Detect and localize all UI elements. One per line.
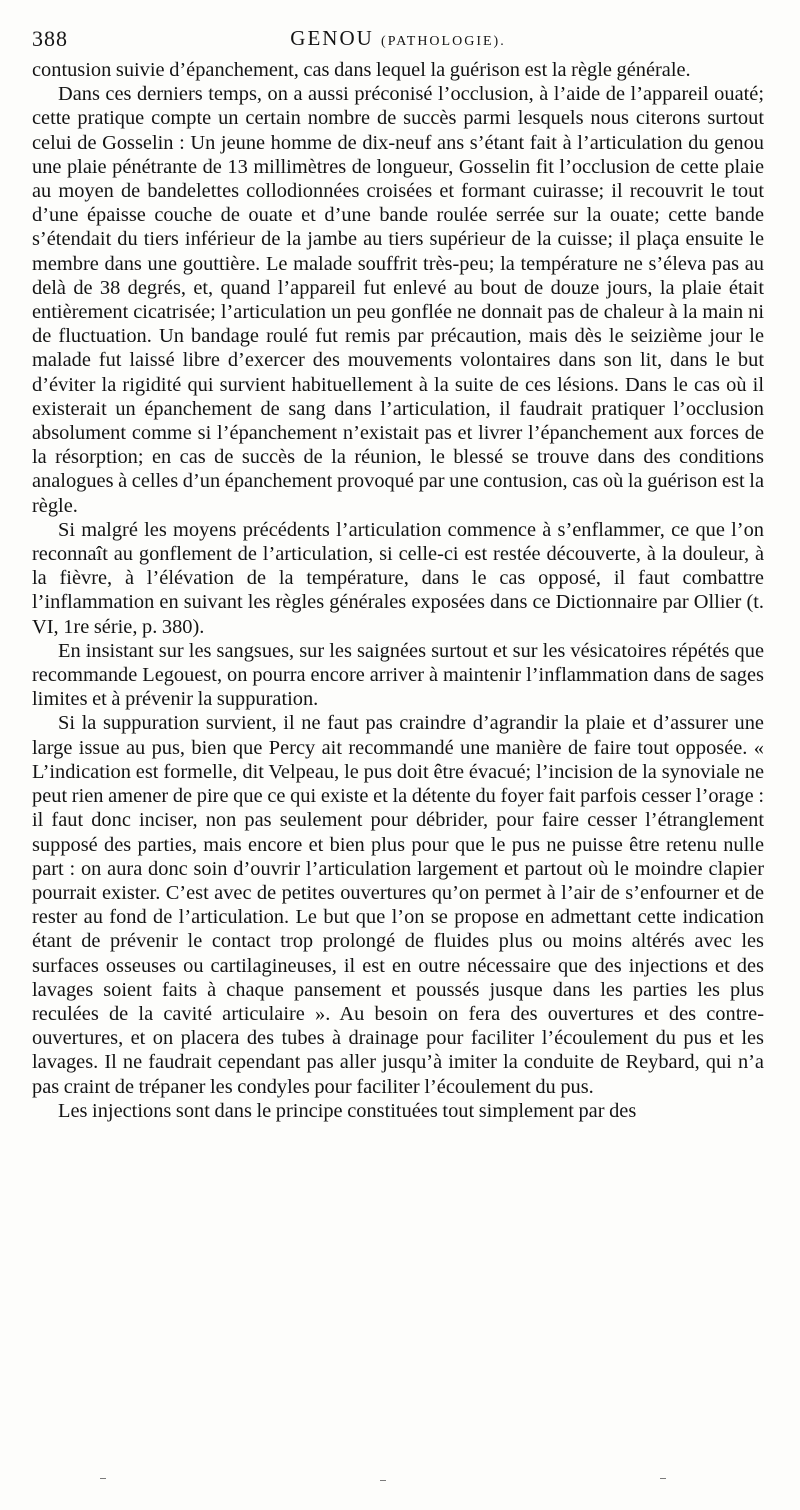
running-title-sub: (PATHOLOGIE). (381, 34, 506, 49)
scan-speck (100, 1478, 106, 1479)
scan-speck (660, 1478, 666, 1479)
running-title (32, 26, 764, 51)
paragraph-5: Si la suppuration survient, il ne faut pas craindre d’agrandir la plaie et d’assurer une large issue au pus, bien que Percy ait recommandé une manière de faire tout opposée. « L’indication est formelle, dit Velpeau, le pus doit être évacué; l’incision de la synoviale ne peut rien amener de pire que ce qui existe et la détente du foyer fait parfois cesser l’orage : il faut donc inciser, non pas seulement pour débrider, pour faire cesser l’étranglement supposé des parties, mais encore et bien plus pour que le pus ne puisse être retenu nulle part : on aura donc soin d’ouvrir l’articulation largement et partout où le moindre clapier pourrait exister. C’est avec de petites ouvertures qu’on permet à l’air de s’enfourner et de rester au fond de l’articulation. Le but que l’on se propose en admettant cette indication étant de prévenir le contact trop prolongé de fluides plus ou moins altérés avec les surfaces osseuses ou cartilagineuses, il est en outre nécessaire que des injections et des lavages soient faits à chaque pansement et poussés jusque dans les parties les plus reculées de la cavité articulaire ». Au besoin on fera des ouvertures et des contre-ouvertures, et on placera des tubes à drainage pour faciliter l’écoulement du pus et les lavages. Il ne faudrait cependant pas aller jusqu’à imiter la conduite de Reybard, qui n’a pas craint de trépaner les condyles pour faciliter l’écoulement du pus. (32, 712, 764, 1098)
running-title-main: GENOU (290, 26, 374, 50)
paragraph-2: Dans ces derniers temps, on a aussi préconisé l’occlusion, à l’aide de l’appareil ouaté; cette pratique compte un certain nombre de succès parmi lesquels nous citerons surtout celui de Gosselin : Un jeune homme de dix-neuf ans s’étant fait à l’articulation du genou une plaie pénétrante de 13 millimètres de longueur, Gosselin fit l’occlusion de cette plaie au moyen de bandelettes collodionnées croisées et formant cuirasse; il recouvrit le tout d’une épaisse couche de ouate et d’une bande roulée serrée sur la ouate; cette bande s’étendait du tiers inférieur de la jambe au tiers supérieur de la cuisse; il plaça ensuite le membre dans une gouttière. Le malade souffrit très-peu; la température ne s’éleva pas au delà de 38 degrés, et, quand l’appareil fut enlevé au bout de douze jours, la plaie était entièrement cicatrisée; l’articulation un peu gonflée ne donnait pas de chaleur à la main ni de fluctuation. Un bandage roulé fut remis par précaution, mais dès le seizième jour le malade fut laissé libre d’exercer des mouvements volontaires dans son lit, dans le but d’éviter la rigidité qui survient habituellement à la suite de ces lésions. Dans le cas où il existerait un épanchement de sang dans l’articulation, il faudrait pratiquer l’occlusion absolument comme si l’épanchement n’existait pas et livrer l’épanchement aux forces de la résorption; en cas de succès de la réunion, le blessé se trouve dans des conditions analogues à celles d’un épanchement provoqué par une contusion, cas où la guérison est la règle. (32, 83, 764, 517)
paragraph-1: contusion suivie d’épanchement, cas dans lequel la guérison est la règle générale. (32, 59, 691, 81)
page-number: 388 (32, 26, 68, 51)
scan-speck (380, 1480, 386, 1481)
body-text (32, 58, 764, 1123)
paragraph-3: Si malgré les moyens précédents l’articulation commence à s’enflammer, ce que l’on reconnaît au gonflement de l’articulation, si celle-ci est restée découverte, à la douleur, à la fièvre, à l’élévation de la température, dans le cas opposé, il faut combattre l’inflammation en suivant les règles générales exposées dans ce Dictionnaire par Ollier (t. VI, 1re série, p. 380). (32, 518, 764, 638)
paragraph-6: Les injections sont dans le principe constituées tout simplement par des (58, 1099, 637, 1122)
page-header (32, 26, 764, 54)
paragraph-4: En insistant sur les sangsues, sur les saignées surtout et sur les vésicatoires répétés que recommande Legouest, on pourra encore arriver à maintenir l’inflammation dans de sages limites et à prévenir la suppuration. (32, 639, 764, 711)
